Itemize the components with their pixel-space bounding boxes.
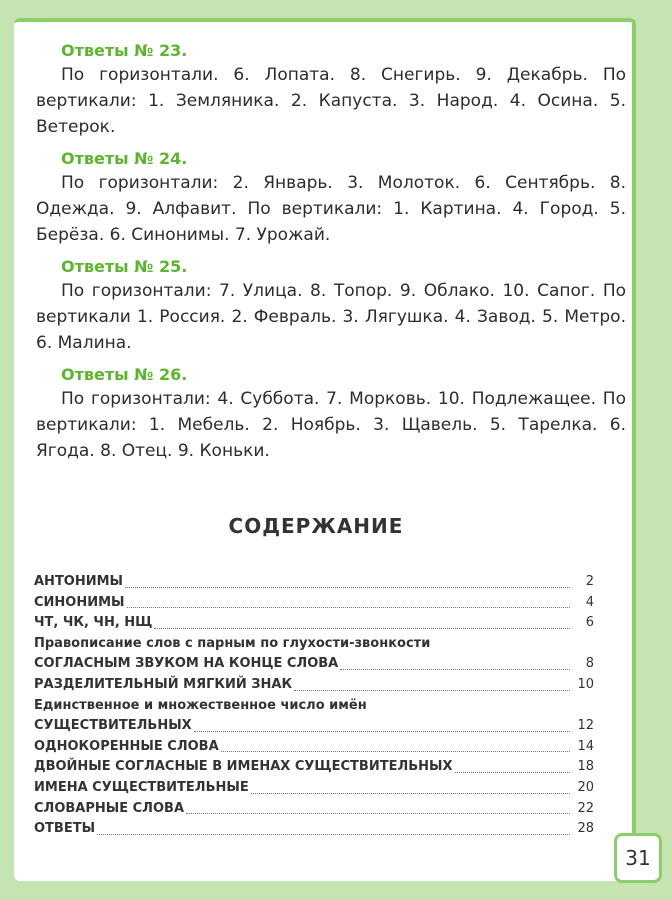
toc-entry-paired-consonants[interactable]	[34, 654, 594, 675]
toc-entry-synonyms[interactable]	[34, 593, 594, 614]
answer-title: Ответы № 23.	[61, 41, 188, 60]
toc-title: СОДЕРЖАНИЕ	[228, 514, 404, 538]
dot-leader	[154, 628, 570, 629]
toc-entry-page: 2	[585, 574, 594, 589]
toc-entry-page: 28	[577, 821, 594, 837]
toc-entry-label: СИНОНИМЫ	[34, 594, 125, 610]
toc-entry-vocabulary-words[interactable]	[34, 799, 594, 820]
answers-section	[36, 40, 626, 472]
dot-leader	[294, 690, 570, 691]
toc-entry-page: 18	[577, 759, 594, 775]
toc-entry-label-line1[interactable]: Единственное и множественное число имён	[34, 697, 367, 713]
toc-entry-label: РАЗДЕЛИТЕЛЬНЫЙ МЯГКИЙ ЗНАК	[34, 676, 293, 692]
answer-block	[36, 148, 626, 248]
answer-block	[36, 364, 626, 464]
dot-leader	[127, 607, 570, 608]
toc-entry-label-line1[interactable]: Правописание слов с парным по глухости-звонкости	[34, 635, 431, 651]
toc-entry-antonyms[interactable]	[34, 572, 594, 593]
toc-entry-nouns[interactable]	[34, 778, 594, 799]
toc-entry-soft-sign[interactable]	[34, 675, 594, 696]
toc-entry-double-consonants[interactable]	[34, 757, 594, 778]
toc-entry-label: ОТВЕТЫ	[34, 821, 96, 837]
book-page	[14, 18, 636, 881]
answer-text: По горизонтали. 6. Лопата. 8. Снегирь. 9. Декабрь. По вертикали: 1. Земляника. 2. Капуста. 3. Народ. 4. Осина. 5. Ветерок.	[36, 65, 626, 137]
dot-leader	[125, 587, 570, 588]
dot-leader	[340, 669, 570, 670]
toc-entry-label: СУЩЕСТВИТЕЛЬНЫХ	[34, 718, 192, 734]
answer-title: Ответы № 26.	[61, 365, 188, 384]
answer-title: Ответы № 24.	[61, 149, 188, 168]
toc-entry-page: 14	[577, 738, 594, 754]
toc-entry-label: ОДНОКОРЕННЫЕ СЛОВА	[34, 738, 219, 754]
toc-entry-label: СЛОВАРНЫЕ СЛОВА	[34, 800, 185, 816]
dot-leader	[251, 793, 570, 794]
toc-entry-label: ИМЕНА СУЩЕСТВИТЕЛЬНЫЕ	[34, 779, 249, 795]
toc-entry-page: 20	[577, 779, 594, 795]
toc-entry-page: 6	[585, 615, 594, 631]
dot-leader	[186, 813, 570, 814]
dot-leader	[221, 751, 570, 752]
toc-entry-page: 8	[585, 656, 594, 672]
toc-entry-label: АНТОНИМЫ	[34, 574, 124, 589]
answer-title: Ответы № 25.	[61, 257, 188, 276]
table-of-contents	[34, 572, 594, 840]
toc-entry-number-of-nouns[interactable]	[34, 716, 594, 737]
answer-text: По горизонтали: 7. Улица. 8. Топор. 9. Облако. 10. Сапог. По вертикали 1. Россия. 2. Февраль. 3. Лягушка. 4. Завод. 5. Метро. 6. Малина.	[36, 281, 626, 353]
answer-block	[36, 40, 626, 140]
toc-entry-page: 22	[577, 800, 594, 816]
toc-entry-label: ЧТ, ЧК, ЧН, НЩ	[34, 615, 153, 631]
toc-entry-page: 10	[577, 676, 594, 692]
toc-entry-answers[interactable]	[34, 819, 594, 840]
dot-leader	[455, 772, 570, 773]
answer-block	[36, 256, 626, 356]
answer-text: По горизонтали: 2. Январь. 3. Молоток. 6. Сентябрь. 8. Одежда. 9. Алфавит. По вертикали: 1. Картина. 4. Город. 5. Берёза. 6. Синонимы. 7. Урожай.	[36, 173, 626, 245]
toc-entry-page: 12	[577, 718, 594, 734]
toc-entry-page: 4	[585, 594, 594, 610]
toc-entry-cht-chk[interactable]	[34, 613, 594, 634]
answer-text: По горизонтали: 4. Суббота. 7. Морковь. 10. Подлежащее. По вертикали: 1. Мебель. 2. Ноябрь. 3. Щавель. 5. Тарелка. 6. Ягода. 8. Отец. 9. Коньки.	[36, 389, 626, 461]
toc-entry-label: СОГЛАСНЫМ ЗВУКОМ НА КОНЦЕ СЛОВА	[34, 656, 339, 672]
toc-entry-cognate-words[interactable]	[34, 737, 594, 758]
dot-leader	[194, 731, 570, 732]
dot-leader	[97, 834, 570, 835]
toc-entry-label: ДВОЙНЫЕ СОГЛАСНЫЕ В ИМЕНАХ СУЩЕСТВИТЕЛЬНЫХ	[34, 759, 453, 775]
page-number-badge: 31	[614, 833, 662, 883]
